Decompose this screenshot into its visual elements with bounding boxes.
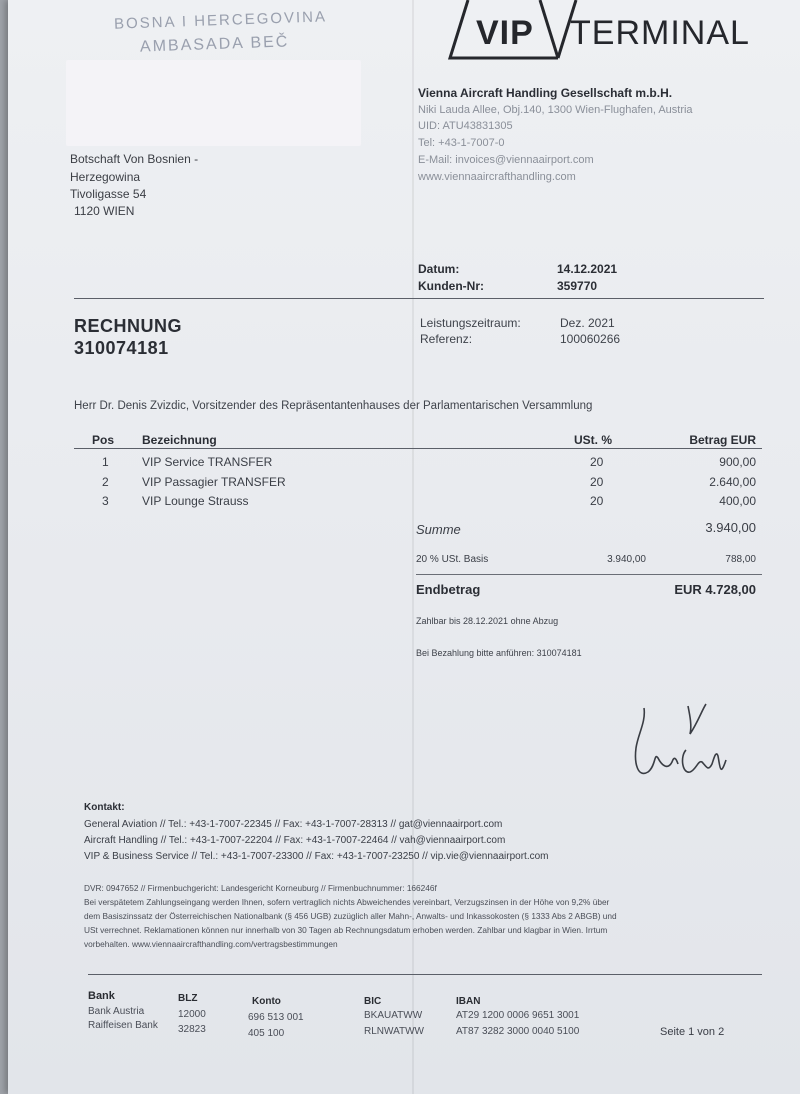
- payable-note: Zahlbar bis 28.12.2021 ohne Abzug: [416, 616, 559, 626]
- row-amount: 2.640,00: [709, 475, 756, 489]
- referenz-value: 100060266: [560, 332, 621, 346]
- row-vat: 20: [590, 455, 604, 469]
- recipient-address-line1: Botschaft Von Bosnien -: [70, 152, 199, 166]
- leistung-value: Dez. 2021: [560, 316, 615, 330]
- legal-line2: Bei verspätetem Zahlungseingang werden Ihnen, sofern vertraglich nichts Abweichendes vereinbart, Verzugszinsen in der Höhe von 9,2% über: [84, 897, 610, 907]
- invoice-paper: [8, 0, 800, 1094]
- bank-header-blz: BLZ: [178, 993, 198, 1004]
- endbetrag-value: EUR 4.728,00: [674, 582, 756, 597]
- embassy-stamp-line1: BOSNA I HERCEGOVINA: [113, 8, 328, 33]
- legal-line4: USt verrechnet. Reklamationen können nur innerhalb von 30 Tagen ab Rechnungsdatum erhoben werden. Zahlbar und klagbar in Wien. Irrtum: [84, 925, 608, 935]
- row-amount: 400,00: [719, 494, 756, 508]
- invoice-title: RECHNUNG: [74, 316, 183, 336]
- bank-blz: 12000: [178, 1009, 206, 1020]
- signature-icon: [628, 700, 738, 790]
- bank-name: Bank Austria: [88, 1006, 145, 1017]
- legal-line5: vorbehalten. www.viennaaircrafthandling.com/vertragsbestimmungen: [84, 939, 338, 949]
- sender-uid: UID: ATU43831305: [418, 120, 513, 132]
- col-vat-header: USt. %: [574, 433, 613, 447]
- vat-amount: 788,00: [725, 554, 756, 565]
- bank-konto: 405 100: [248, 1028, 285, 1039]
- bank-bic: BKAUATWW: [364, 1010, 423, 1021]
- sender-address: Niki Lauda Allee, Obj.140, 1300 Wien-Flughafen, Austria: [418, 104, 693, 116]
- logo-terminal-text: TERMINAL: [570, 14, 750, 52]
- bank-konto: 696 513 001: [248, 1012, 304, 1023]
- col-desc-header: Bezeichnung: [142, 433, 217, 447]
- bank-name: Raiffeisen Bank: [88, 1020, 158, 1031]
- embassy-stamp-line2: AMBASADA BEČ: [139, 33, 290, 56]
- bank-iban: AT29 1200 0006 9651 3001: [456, 1010, 580, 1021]
- header-divider: [74, 298, 764, 299]
- redacted-area: [66, 60, 361, 146]
- summe-value: 3.940,00: [705, 520, 756, 535]
- vat-label: 20 % USt. Basis: [416, 554, 489, 565]
- bank-header-bank: Bank: [88, 990, 115, 1002]
- sender-company: Vienna Aircraft Handling Gesellschaft m.b.H.: [418, 86, 673, 100]
- footer-divider: [88, 974, 762, 975]
- legal-line1: DVR: 0947652 // Firmenbuchgericht: Landesgericht Korneuburg // Firmenbuchnummer: 166246f: [84, 883, 437, 893]
- referenz-label: Referenz:: [420, 332, 473, 346]
- contact-general-aviation: General Aviation // Tel.: +43-1-7007-22345 // Fax: +43-1-7007-28313 // gat@viennaairport.com: [84, 819, 503, 830]
- bank-iban: AT87 3282 3000 0040 5100: [456, 1026, 580, 1037]
- contact-aircraft-handling: Aircraft Handling // Tel.: +43-1-7007-22204 // Fax: +43-1-7007-22464 // vah@viennaairport.com: [84, 835, 506, 846]
- row-vat: 20: [590, 475, 604, 489]
- legal-line3: dem Basiszinssatz der Österreichischen Nationalbank (§ 456 UGB) zuzüglich aller Mahn-, Anwalts- und Inkassokosten (§ 1333 Abs 2 ABGB) und: [84, 911, 617, 921]
- row-vat: 20: [590, 494, 604, 508]
- datum-value: 14.12.2021: [557, 262, 618, 276]
- datum-label: Datum:: [418, 262, 460, 276]
- totals-divider: [416, 574, 762, 575]
- endbetrag-label: Endbetrag: [416, 582, 481, 597]
- col-pos-header: Pos: [92, 433, 115, 447]
- bank-blz: 32823: [178, 1024, 206, 1035]
- logo-vip-text: VIP: [476, 14, 534, 52]
- vat-basis: 3.940,00: [607, 554, 646, 565]
- page-number: Seite 1 von 2: [660, 1026, 725, 1038]
- row-pos: 3: [102, 494, 109, 508]
- recipient-address-line2: Herzegowina: [70, 170, 141, 184]
- table-header-divider: [74, 448, 762, 449]
- contact-vip-service: VIP & Business Service // Tel.: +43-1-7007-23300 // Fax: +43-1-7007-23250 // vip.vie@viennaairport.com: [84, 851, 549, 862]
- recipient-address-line4: 1120 WIEN: [74, 204, 135, 218]
- vip-terminal-logo: [440, 0, 770, 64]
- col-amount-header: Betrag EUR: [689, 433, 756, 447]
- recipient-address-line3: Tivoligasse 54: [70, 187, 147, 201]
- sender-tel: Tel: +43-1-7007-0: [418, 137, 505, 149]
- bank-header-iban: IBAN: [456, 996, 481, 1007]
- row-pos: 1: [102, 455, 109, 469]
- bank-bic: RLNWATWW: [364, 1026, 424, 1037]
- sender-email: E-Mail: invoices@viennaairport.com: [418, 154, 594, 166]
- kunden-label: Kunden-Nr:: [418, 279, 484, 293]
- bank-header-bic: BIC: [364, 996, 382, 1007]
- row-amount: 900,00: [719, 455, 756, 469]
- row-pos: 2: [102, 475, 109, 489]
- kunden-value: 359770: [557, 279, 598, 293]
- row-desc: VIP Lounge Strauss: [142, 494, 249, 508]
- invoice-number: 310074181: [74, 338, 169, 358]
- bank-header-konto: Konto: [252, 996, 281, 1007]
- leistung-label: Leistungszeitraum:: [420, 316, 521, 330]
- summe-label: Summe: [416, 522, 461, 537]
- payment-reference-note: Bei Bezahlung bitte anführen: 310074181: [416, 648, 582, 658]
- row-desc: VIP Passagier TRANSFER: [142, 475, 286, 489]
- recipient-person: Herr Dr. Denis Zvizdic, Vorsitzender des Repräsentantenhauses der Parlamentarischen Versammlung: [74, 400, 593, 412]
- contact-heading: Kontakt:: [84, 802, 125, 813]
- row-desc: VIP Service TRANSFER: [142, 455, 273, 469]
- sender-web: www.viennaaircrafthandling.com: [418, 171, 576, 183]
